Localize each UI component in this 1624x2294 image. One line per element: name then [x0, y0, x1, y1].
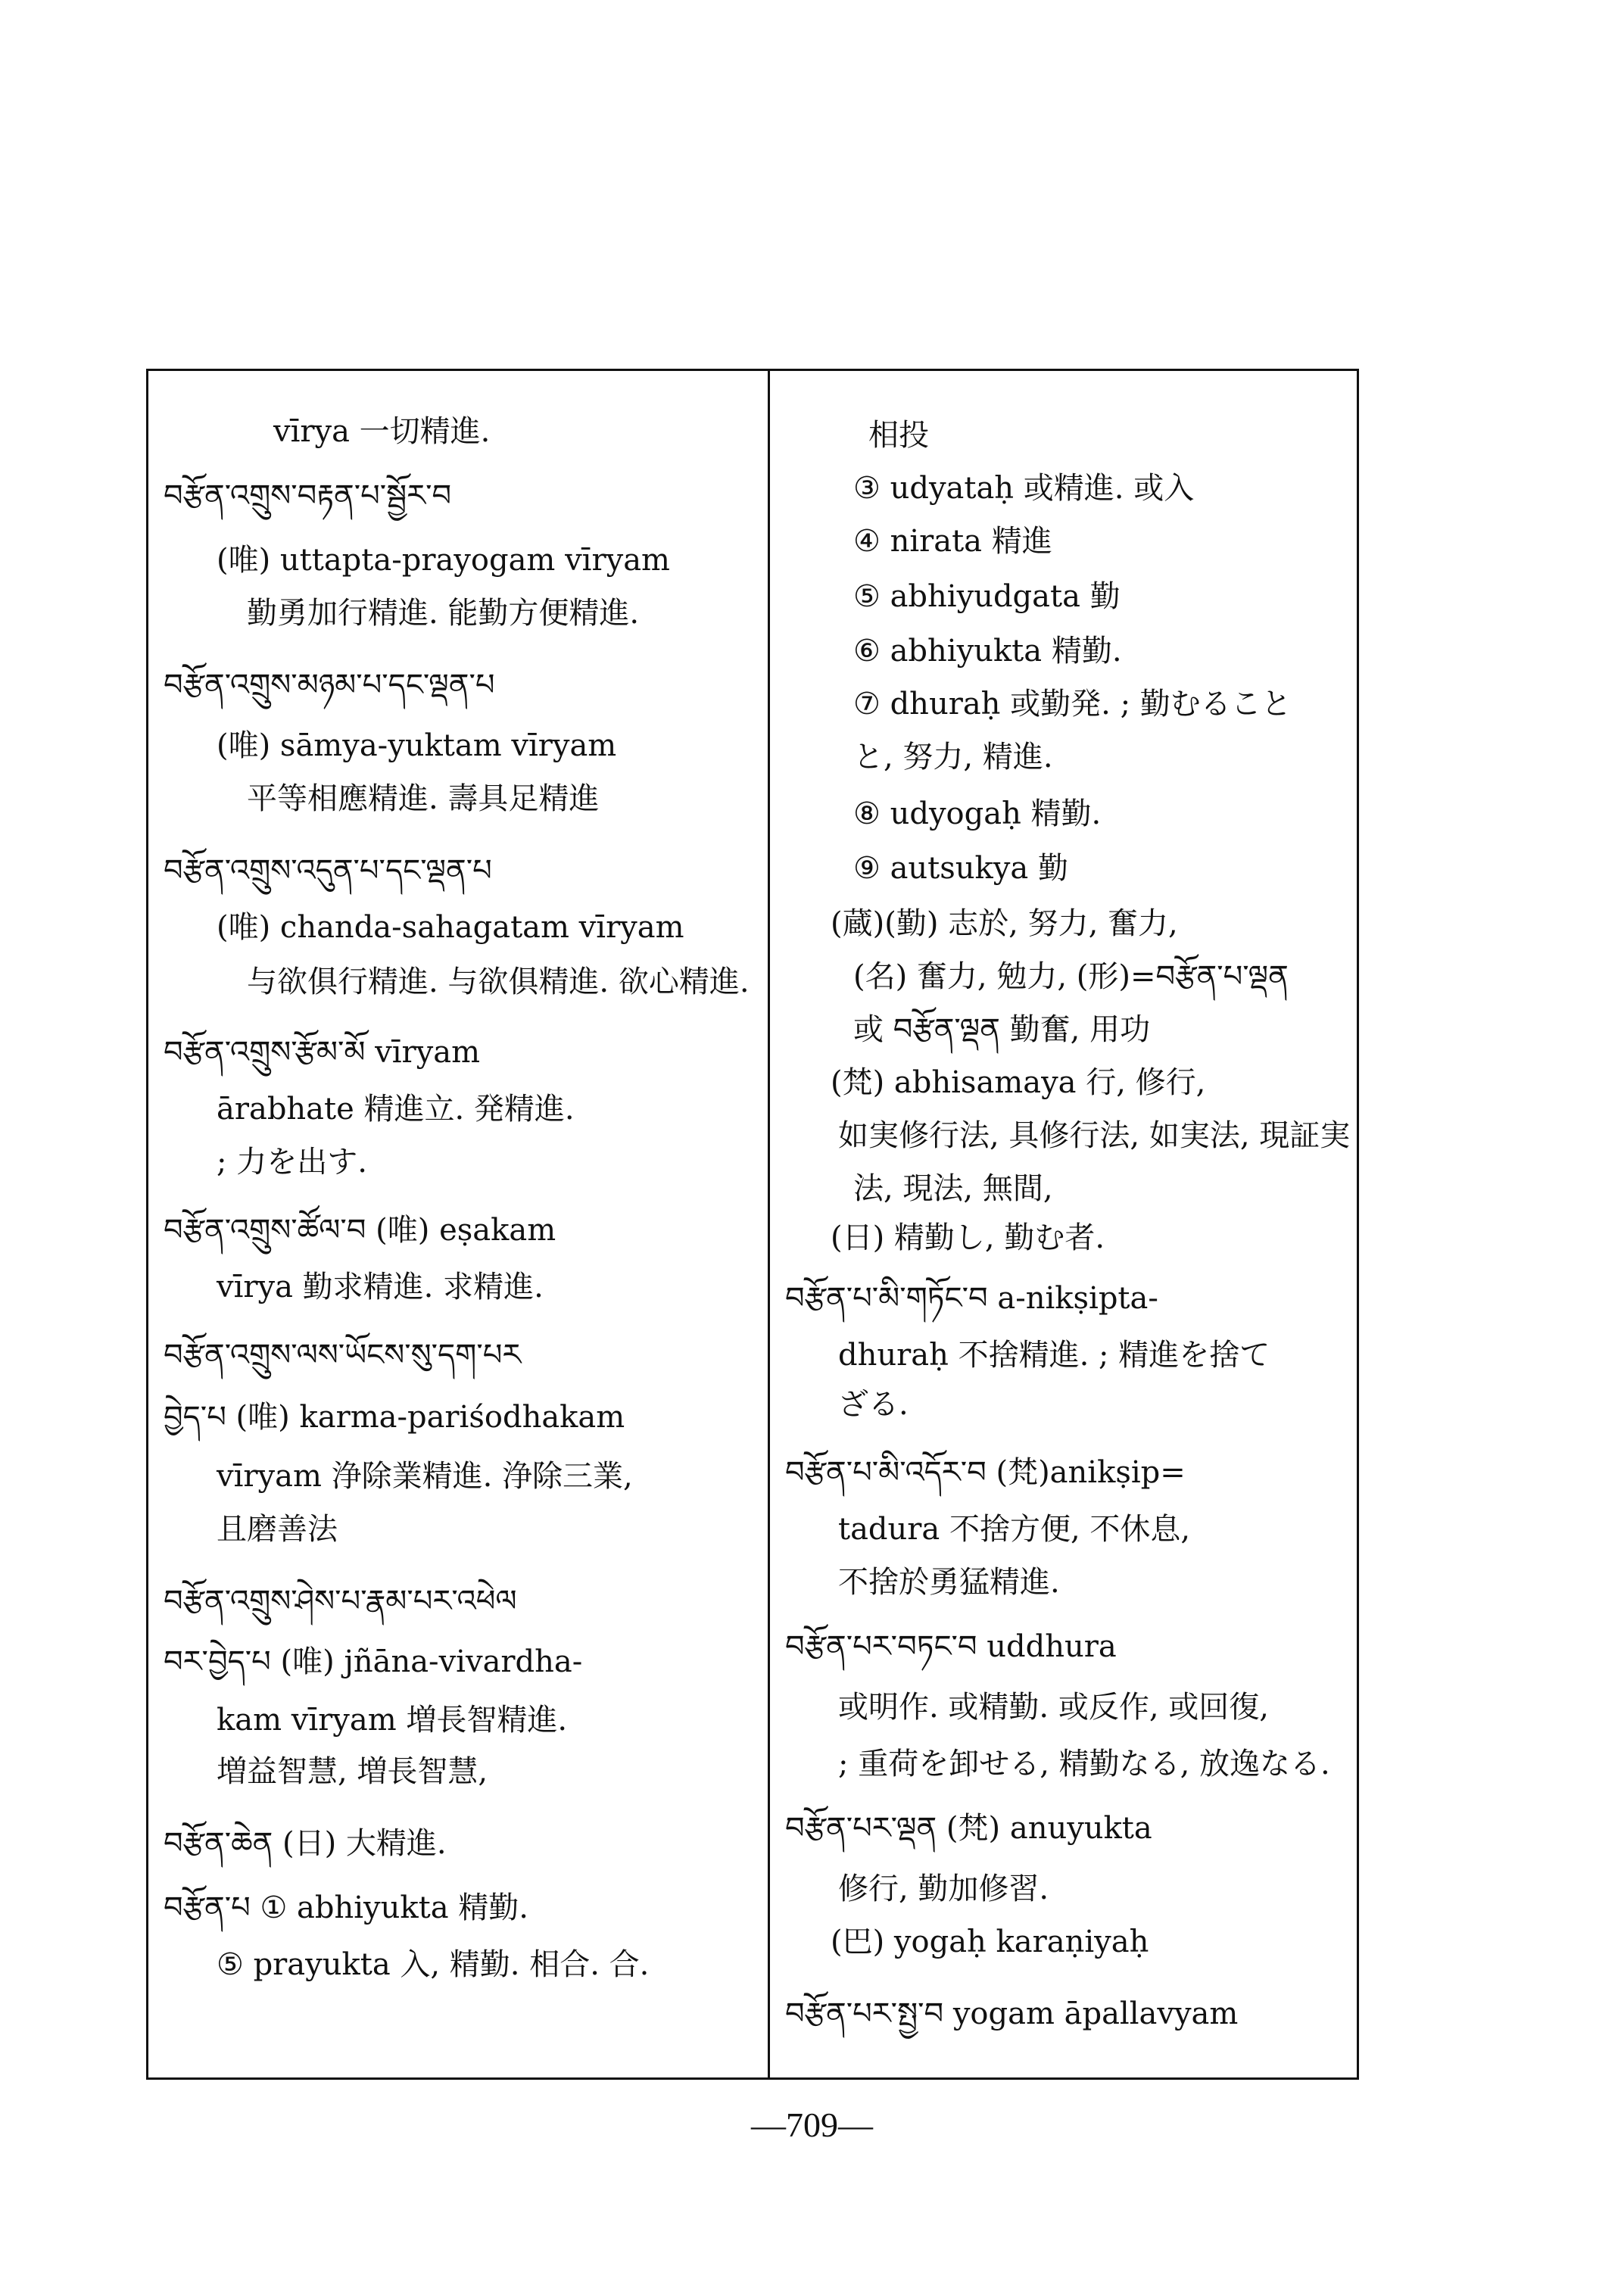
right-entry-line: བརྩོན་པར་ལྡན (梵) anuyukta	[785, 1811, 1152, 1846]
right-entry-line: ④ nirata 精進	[853, 524, 1052, 559]
right-entry-line: ⑦ dhuraḥ 或勤発. ; 勤むること	[853, 687, 1292, 722]
left-entry-line: 増益智慧, 増長智慧,	[217, 1754, 488, 1789]
left-entry-line: kam vīryam 増長智精進.	[217, 1703, 568, 1738]
left-entry-line: ārabhate 精進立. 発精進.	[217, 1092, 575, 1127]
right-entry-line: ⑤ abhiyudgata 勤	[853, 579, 1121, 614]
right-entry-line: (蔵)(勤) 志於, 努力, 奮力,	[831, 906, 1178, 941]
right-entry-line: ざる.	[838, 1387, 909, 1422]
left-entry-line: བརྩོན་འགྲུས་ཚོལ་བ (唯) eṣakam	[164, 1213, 556, 1248]
right-entry-line: 不捨於勇猛精進.	[838, 1565, 1060, 1600]
right-entry-line: 修行, 勤加修習.	[838, 1872, 1049, 1906]
right-entry-line: 或 བརྩོན་ལྡན 勤奮, 用功	[853, 1012, 1151, 1047]
left-entry-line: vīrya 勤求精進. 求精進.	[217, 1270, 544, 1304]
left-entry-line: བརྩོན་འགྲུས་བརྟན་པ་སྦྱོར་བ	[164, 478, 452, 513]
left-entry-line: (唯) sāmya-yuktam vīryam	[217, 728, 617, 763]
left-entry-line: བར་བྱེད་པ (唯) jñāna-vivardha-	[164, 1644, 583, 1679]
left-entry-line: བརྩོན་འགྲུས་རྩོམ་མོ vīryam	[164, 1035, 481, 1070]
right-entry-line: བརྩོན་པར་བཏང་བ uddhura	[785, 1629, 1117, 1664]
right-entry-line: 如実修行法, 具修行法, 如実法, 現証実	[838, 1118, 1351, 1153]
right-entry-line: བརྩོན་པ་མི་གཏོང་བ a-nikṣipta-	[785, 1281, 1158, 1316]
page-number: —709—	[751, 2105, 873, 2144]
left-entry-line: ⑤ prayukta 入, 精勤. 相合. 合.	[217, 1947, 650, 1982]
left-entry-line: 与欲俱行精進. 与欲俱精進. 欲心精進.	[247, 965, 750, 999]
right-entry-line: བརྩོན་པར་སྤྱ་བ yogam āpallavyam	[785, 1996, 1239, 2031]
left-entry-line: བྱེད་པ (唯) karma-pariśodhakam	[164, 1400, 625, 1435]
left-entry-line: བརྩོན་འགྲུས་མཉམ་པ་དང་ལྡན་པ	[164, 668, 495, 703]
left-entry-line: བརྩོན་ཆེན (日) 大精進.	[164, 1826, 447, 1861]
right-entry-line: བརྩོན་པ་མི་འདོར་བ (梵)anikṣip=	[785, 1455, 1186, 1490]
right-entry-line: 或明作. 或精勤. 或反作, 或回復,	[838, 1690, 1270, 1725]
left-entry-line: (唯) uttapta-prayogam vīryam	[217, 543, 670, 578]
left-entry-line: བརྩོན་པ ① abhiyukta 精勤.	[164, 1890, 529, 1925]
left-entry-line: (唯) chanda-sahagatam vīryam	[217, 910, 684, 945]
left-entry-line: vīrya 一切精進.	[273, 414, 491, 449]
right-entry-line: tadura 不捨方便, 不休息,	[838, 1512, 1191, 1547]
right-entry-line: (名) 奮力, 勉力, (形)=བརྩོན་པ་ལྡན	[853, 959, 1289, 994]
left-entry-line: བརྩོན་འགྲུས་ལས་ཡོངས་སུ་དག་པར	[164, 1338, 522, 1373]
right-entry-line: (巴) yogaḥ karaṇiyaḥ	[831, 1925, 1149, 1959]
left-entry-line: 且磨善法	[217, 1512, 338, 1547]
right-entry-line: ③ udyataḥ 或精進. 或入	[853, 471, 1195, 506]
left-entry-line: vīryam 浄除業精進. 浄除三業,	[217, 1459, 633, 1494]
right-entry-line: (梵) abhisamaya 行, 修行,	[831, 1065, 1206, 1100]
left-entry-line: བརྩོན་འགྲུས་ཤེས་པ་རྣམ་པར་འཕེལ	[164, 1584, 517, 1619]
right-entry-line: ; 重荷を卸せる, 精勤なる, 放逸なる.	[838, 1747, 1330, 1781]
right-entry-line: 法, 現法, 無間,	[853, 1171, 1053, 1206]
right-entry-line: ⑨ autsukya 勤	[853, 851, 1068, 886]
right-entry-line: dhuraḥ 不捨精進. ; 精進を捨て	[838, 1338, 1270, 1373]
right-entry-line: (日) 精勤し, 勤む者.	[831, 1220, 1105, 1255]
dictionary-table-frame	[146, 369, 1359, 2080]
right-entry-line: ⑥ abhiyukta 精勤.	[853, 634, 1122, 669]
left-entry-line: ; 力を出す.	[217, 1145, 367, 1180]
left-entry-line: 平等相應精進. 壽具足精進	[247, 781, 600, 816]
right-entry-line: 相投	[868, 418, 929, 453]
left-entry-line: 勤勇加行精進. 能勤方便精進.	[247, 596, 640, 631]
left-entry-line: བརྩོན་འགྲུས་འདུན་པ་དང་ལྡན་པ	[164, 853, 492, 888]
column-divider	[768, 371, 770, 2077]
right-entry-line: ⑧ udyogaḥ 精勤.	[853, 796, 1102, 831]
right-entry-line: と, 努力, 精進.	[853, 740, 1053, 775]
